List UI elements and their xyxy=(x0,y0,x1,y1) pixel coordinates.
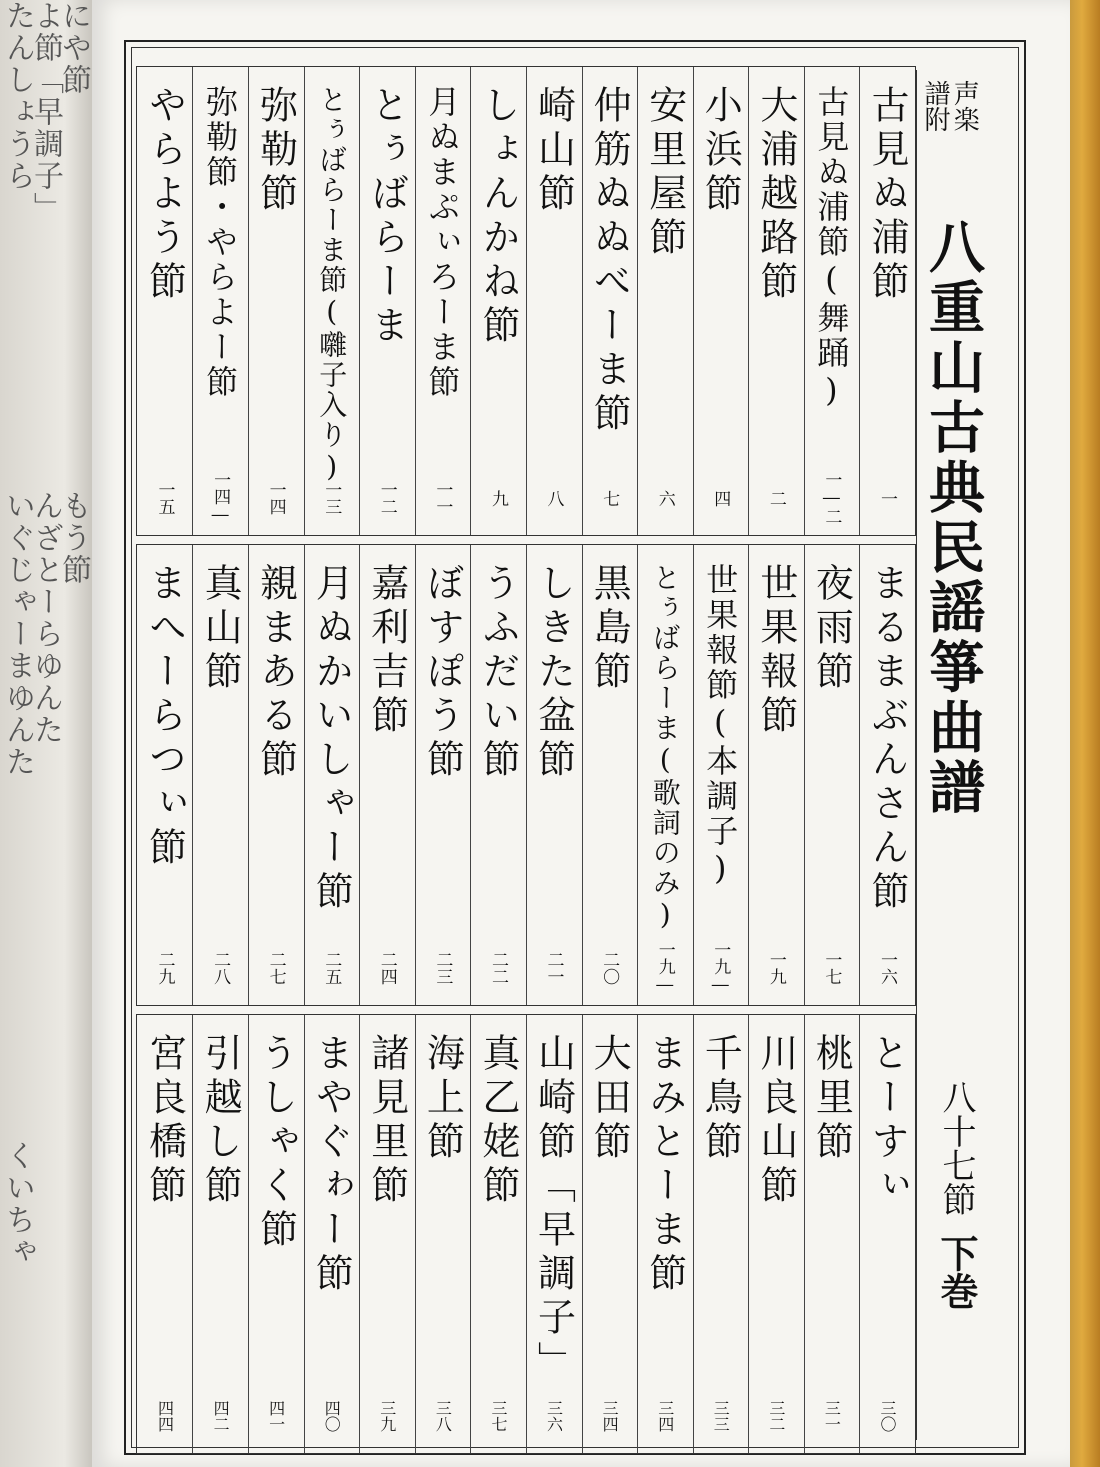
page-number: 三四 xyxy=(600,1400,620,1432)
index-entry[interactable] xyxy=(137,67,193,535)
previous-page-edge xyxy=(0,0,92,1467)
song-title: 諸見里節 xyxy=(364,1033,409,1209)
page-number: 一―二 xyxy=(821,471,842,525)
page-number: 一七 xyxy=(821,951,842,985)
song-title: 弥勒節・やらよー節 xyxy=(201,85,240,400)
prev-page-column: たんしょうら xyxy=(0,0,35,192)
index-entry[interactable] xyxy=(192,545,248,1005)
index-entry[interactable] xyxy=(359,1015,415,1453)
song-title: 安里屋節 xyxy=(642,85,687,261)
song-title: 古見ぬ浦節(舞踊) xyxy=(812,85,851,412)
song-title: 崎山節 xyxy=(531,85,576,217)
page-number: 一 xyxy=(877,489,897,507)
index-entry[interactable] xyxy=(804,1015,860,1453)
song-title: しょんかね節 xyxy=(475,85,520,349)
book-edge xyxy=(1070,0,1100,1467)
page-number: 九 xyxy=(487,489,508,507)
index-entry[interactable] xyxy=(637,1015,693,1453)
index-entry[interactable] xyxy=(859,1015,915,1453)
page-number: 三三 xyxy=(711,1400,731,1432)
index-entry[interactable] xyxy=(415,67,471,535)
page-number: 八 xyxy=(543,489,564,507)
song-title: 川良山節 xyxy=(753,1033,798,1209)
page-number: 四 xyxy=(710,489,731,507)
index-page xyxy=(92,0,1070,1467)
page-number: 三〇 xyxy=(878,1400,897,1432)
page-number: 三一 xyxy=(822,1400,842,1432)
page-number: 一一 xyxy=(432,481,453,515)
index-entry[interactable] xyxy=(137,545,193,1005)
page-number: 三九 xyxy=(377,1400,397,1432)
index-entry[interactable] xyxy=(526,67,582,535)
index-entry[interactable] xyxy=(748,545,804,1005)
index-entry[interactable] xyxy=(248,67,304,535)
page-number: 四四 xyxy=(155,1400,175,1432)
page-number: 一九 xyxy=(765,951,786,985)
index-entry[interactable] xyxy=(582,545,638,1005)
index-entry[interactable] xyxy=(582,1015,638,1453)
page-number: 三六 xyxy=(544,1400,564,1432)
prev-page-column: くいちゃ xyxy=(0,1140,35,1268)
song-title: やらよう節 xyxy=(142,85,187,305)
song-title: とーすぃ xyxy=(865,1033,909,1209)
song-title: 真山節 xyxy=(198,563,243,695)
song-title: 桃里節 xyxy=(809,1033,854,1165)
page-number: 一三 xyxy=(321,481,342,515)
index-entry[interactable] xyxy=(693,1015,749,1453)
prev-page-column: よ節「早調子」 xyxy=(28,0,63,224)
song-title: 海上節 xyxy=(420,1033,465,1165)
page-number: 二七 xyxy=(265,951,286,985)
index-entry[interactable] xyxy=(470,1015,526,1453)
song-title: しきた盆節 xyxy=(531,563,576,783)
song-count: 八十七節 xyxy=(936,1080,976,1216)
song-title: 大田節 xyxy=(587,1033,632,1165)
index-entry[interactable] xyxy=(470,67,526,535)
index-entry[interactable] xyxy=(304,545,360,1005)
index-entry[interactable] xyxy=(582,67,638,535)
index-entry[interactable] xyxy=(526,1015,582,1453)
page-number: 三四 xyxy=(655,1400,675,1432)
song-title: ぼすぽう節 xyxy=(420,563,465,783)
index-entry[interactable] xyxy=(526,545,582,1005)
song-title: 引越し節 xyxy=(198,1033,243,1209)
prev-page-column: いぐじゃーまゆんた xyxy=(0,490,35,778)
page-number: 二九 xyxy=(154,951,175,985)
song-title: 黒島節 xyxy=(587,563,632,695)
page-number: 四二 xyxy=(211,1400,231,1432)
volume-info xyxy=(923,1080,979,1310)
page-number: 二一 xyxy=(543,951,564,985)
song-title: まるまぶんさん節 xyxy=(865,563,909,915)
page-number: 二五 xyxy=(321,951,342,985)
song-title: 宮良橋節 xyxy=(142,1033,187,1209)
page-number: 四一 xyxy=(266,1400,286,1432)
index-entry[interactable] xyxy=(304,67,360,535)
page-number: 二八 xyxy=(210,951,231,985)
index-entry[interactable] xyxy=(859,67,915,535)
song-title: 弥勒節 xyxy=(253,85,298,217)
subtitle-line: 声楽 xyxy=(949,80,980,132)
page-number: 一四― xyxy=(210,471,231,525)
song-title: まみとーま節 xyxy=(642,1033,687,1297)
song-title: 大浦越路節 xyxy=(753,85,798,305)
song-title: 山崎節「早調子」 xyxy=(531,1033,576,1385)
song-title: 月ぬかいしゃー節 xyxy=(309,563,354,915)
page-number: 二三 xyxy=(432,951,453,985)
page-number: 二 xyxy=(765,489,786,507)
page-number: 一二 xyxy=(376,481,397,515)
index-entry[interactable] xyxy=(248,545,304,1005)
index-entry[interactable] xyxy=(748,67,804,535)
index-section-2 xyxy=(136,544,916,1006)
song-title: 月ぬまぷぃろーま節 xyxy=(423,85,462,400)
index-entry[interactable] xyxy=(359,545,415,1005)
song-title: とぅばらーま xyxy=(364,85,409,349)
page-number: 三二 xyxy=(766,1400,786,1432)
index-section-1 xyxy=(136,66,916,536)
prev-page-column: んざとーらゆんた xyxy=(28,490,63,746)
page-number: 二〇 xyxy=(599,951,620,985)
song-title: 世果報節 xyxy=(753,563,798,739)
index-entry[interactable] xyxy=(415,1015,471,1453)
index-entry[interactable] xyxy=(192,1015,248,1453)
prev-page-column: もう節 xyxy=(56,490,91,586)
index-entry[interactable] xyxy=(859,545,915,1005)
page-number: 三七 xyxy=(488,1400,508,1432)
index-entry[interactable] xyxy=(637,545,693,1005)
song-title: 真乙姥節 xyxy=(475,1033,520,1209)
index-entry[interactable] xyxy=(804,545,860,1005)
index-entry[interactable] xyxy=(637,67,693,535)
index-entry[interactable] xyxy=(415,545,471,1005)
song-title: とぅばらーま節(囃子入り) xyxy=(315,85,349,485)
index-entry[interactable] xyxy=(192,67,248,535)
page-title: 八重山古典民謡箏曲譜 xyxy=(920,218,986,818)
index-entry[interactable] xyxy=(470,545,526,1005)
index-entry[interactable] xyxy=(137,1015,193,1453)
song-title: 嘉利吉節 xyxy=(364,563,409,739)
index-entry[interactable] xyxy=(248,1015,304,1453)
song-title: 小浜節 xyxy=(698,85,743,217)
index-entry[interactable] xyxy=(804,67,860,535)
song-title: うしゃく節 xyxy=(253,1033,298,1253)
index-entry[interactable] xyxy=(359,67,415,535)
title-column xyxy=(916,70,986,1440)
song-title: 千鳥節 xyxy=(698,1033,743,1165)
song-title: 親まある節 xyxy=(253,563,298,783)
song-title: 仲筋ぬぬべーま節 xyxy=(587,85,632,437)
page-number: 一六 xyxy=(877,951,897,985)
page-number: 一九― xyxy=(654,941,675,995)
song-title: うふだい節 xyxy=(475,563,520,783)
index-entry[interactable] xyxy=(693,67,749,535)
song-title: 世果報節(本調子) xyxy=(701,563,740,890)
index-section-3 xyxy=(136,1014,916,1454)
page-number: 七 xyxy=(599,489,620,507)
song-title: 夜雨節 xyxy=(809,563,854,695)
volume-label: 下巻 xyxy=(934,1234,979,1310)
page-number: 二二 xyxy=(487,951,508,985)
page-number: 四〇 xyxy=(322,1400,342,1432)
prev-page-column: にや節 xyxy=(56,0,91,96)
subtitle-line: 譜附 xyxy=(920,80,950,132)
page-number: 六 xyxy=(654,489,675,507)
song-title: とぅばらーま(歌詞のみ) xyxy=(648,563,682,933)
index-entry[interactable] xyxy=(693,545,749,1005)
subtitle xyxy=(920,80,980,200)
page-number: 二四 xyxy=(376,951,397,985)
page-number: 一五 xyxy=(154,481,175,515)
page-number: 一四 xyxy=(265,481,286,515)
index-entry[interactable] xyxy=(304,1015,360,1453)
song-title: 古見ぬ浦節 xyxy=(865,85,909,305)
song-title: まへーらつぃ節 xyxy=(142,563,187,871)
index-entry[interactable] xyxy=(748,1015,804,1453)
page-number: 一九― xyxy=(710,941,731,995)
song-title: まやぐゎー節 xyxy=(309,1033,354,1297)
page-number: 三八 xyxy=(433,1400,453,1432)
